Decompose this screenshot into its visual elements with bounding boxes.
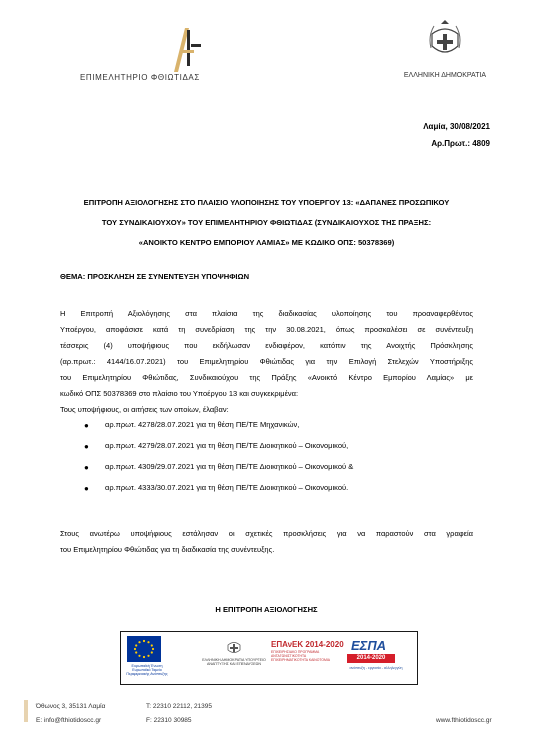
espa-logo: [343, 638, 409, 678]
list-item-text: αρ.πρωτ. 4278/28.07.2021 για τη θέση ΠΕ/ΤΕ Μηχανικών,: [105, 420, 300, 429]
bullet-icon: ●: [84, 463, 89, 472]
espa-title: ΕΣΠΑ: [351, 638, 387, 653]
heading-line: ΕΠΙΤΡΟΠΗ ΑΞΙΟΛΟΓΗΣΗΣ ΣΤΟ ΠΛΑΙΣΙΟ ΥΛΟΠΟΙΗΣΗΣ ΤΟΥ ΥΠΟΕΡΓΟΥ 13: «ΔΑΠΑΝΕΣ ΠΡΟΣΩΠΙΚΟΥ: [83, 198, 450, 207]
epanek-subtitle: ΕΠΙΧΕΙΡΗΣΙΑΚΟ ΠΡΟΓΡΑΜΜΑ ΑΝΤΑΓΩΝΙΣΤΙΚΟΤΗΤΑ ΕΠΙΧΕΙΡΗΜΑΤΙΚΟΤΗΤΑ ΚΑΙΝΟΤΟΜΙΑ: [271, 650, 331, 662]
ministry-caption: ΕΛΛΗΝΙΚΗ ΔΗΜΟΚΡΑΤΙΑ ΥΠΟΥΡΓΕΙΟ ΑΝΑΠΤΥΞΗΣ ΚΑΙ ΕΠΕΝΔΥΣΕΩΝ: [202, 658, 266, 667]
footer-divider: [24, 700, 28, 722]
ministry-logo: [199, 638, 269, 678]
list-item-text: αρ.πρωτ. 4309/29.07.2021 για τη θέση ΠΕ/ΤΕ Διοικητικού – Οικονομικού &: [105, 462, 354, 471]
paragraph-line: του Επιμελητηρίου Φθιώτιδας για τη διαδικασία της συνέντευξης.: [60, 545, 275, 554]
paragraph-line: Υποέργου, αποφάσισε κατά τη συνεδρίαση της την 30.08.2021, όπως προσκαλέσει σε συνέντευξη: [60, 325, 473, 334]
bullet-icon: ●: [84, 421, 89, 430]
epanek-logo: [271, 640, 344, 676]
funding-logos-strip: [120, 631, 418, 685]
candidates-intro: Τους υποψήφιους, οι αιτήσεις των οποίων, έλαβαν:: [60, 405, 229, 414]
paragraph-line: του Επιμελητηρίου Φθιώτιδας, Συνδικαιούχου της Πράξης «Ανοικτό Κέντρο Εμπορίου Λαμίας» με: [60, 373, 473, 382]
paragraph-line: (αρ.πρωτ.: 4144/16.07.2021) του Επιμελητηρίου Φθιώτιδας για την Επιλογή Στελεχών Υποστήριξης: [60, 357, 473, 366]
chamber-logo: [80, 24, 200, 86]
chamber-name: ΕΠΙΜΕΛΗΤΗΡΙΟ ΦΘΙΩΤΙΔΑΣ: [80, 73, 200, 82]
footer-email[interactable]: E: info@fthiotidoscc.gr: [36, 717, 102, 724]
epanek-title: ΕΠΑνΕΚ 2014-2020: [271, 640, 344, 649]
heading-line: ΤΟΥ ΣΥΝΔΙΚΑΙΟΥΧΟΥ» ΤΟΥ ΕΠΙΜΕΛΗΤΗΡΙΟΥ ΦΘΙΩΤΙΔΑΣ (ΣΥΝΔΙΚΑΙΟΥΧΟΣ ΤΗΣ ΠΡΑΞΗΣ:: [101, 218, 432, 227]
bullet-icon: ●: [84, 442, 89, 451]
document-heading: [60, 193, 473, 253]
list-item-text: αρ.πρωτ. 4279/28.07.2021 για τη θέση ΠΕ/ΤΕ Διοικητικού – Οικονομικού,: [105, 441, 349, 450]
document-subject: ΘΕΜΑ: ΠΡΟΣΚΛΗΣΗ ΣΕ ΣΥΝΕΝΤΕΥΞΗ ΥΠΟΨΗΦΙΩΝ: [60, 272, 250, 281]
committee-signature: Η ΕΠΙΤΡΟΠΗ ΑΞΙΟΛΟΓΗΣΗΣ: [215, 605, 318, 614]
espa-years: 2014-2020: [347, 654, 395, 663]
paragraph-line: τέσσερις (4) υποψήφιους που εκδήλωσαν ενδιαφέρον, κατόπιν της Ανοιχτής Πρόσκλησης: [60, 341, 473, 350]
hellenic-republic-logo: [390, 18, 500, 80]
footer-phone: T: 22310 22112, 21395: [146, 703, 213, 710]
coat-of-arms-icon: [428, 18, 462, 60]
protocol-number: Αρ.Πρωτ.: 4809: [431, 139, 490, 148]
espa-slogan: ανάπτυξη - εργασία - αλληλεγγύη: [349, 666, 403, 670]
heading-line: «ΑΝΟΙΚΤΟ ΚΕΝΤΡΟ ΕΜΠΟΡΙΟΥ ΛΑΜΙΑΣ» ΜΕ ΚΩΔΙΚΟ ΟΠΣ: 50378369): [138, 238, 395, 247]
republic-name: ΕΛΛΗΝΙΚΗ ΔΗΜΟΚΡΑΤΙΑ: [403, 72, 487, 79]
ministry-emblem-icon: [226, 638, 242, 656]
paragraph-notice: [60, 526, 473, 558]
list-item-text: αρ.πρωτ. 4333/30.07.2021 για τη θέση ΠΕ/ΤΕ Διοικητικού – Οικονομικού.: [105, 483, 349, 492]
paragraph-line: Στους ανωτέρω υποψήφιους εστάλησαν οι σχετικές προσκλήσεις για να παραστούν στα γραφεία: [60, 529, 473, 538]
document-date: Λαμία, 30/08/2021: [423, 122, 490, 131]
paragraph-line: Η Επιτροπή Αξιολόγησης στα πλαίσια της διαδικασίας υλοποίησης του προαναφερθέντος: [60, 309, 473, 318]
footer-website[interactable]: www.fthiotidoscc.gr: [436, 717, 492, 724]
eu-stars-icon: [127, 636, 161, 662]
eu-flag-icon: [127, 636, 161, 662]
eu-caption: Ευρωπαϊκή Ένωση Ευρωπαϊκό Ταμείο Περιφερειακής Ανάπτυξης: [126, 664, 168, 677]
footer-fax: F: 22310 30985: [146, 717, 192, 724]
footer-address: Όθωνος 3, 35131 Λαμία: [36, 703, 106, 710]
paragraph-invitation: [60, 306, 473, 418]
paragraph-line: κωδικό ΟΠΣ 50378369 στο πλαίσιο του Υποέργου 13 και συγκεκριμένα:: [60, 389, 299, 398]
bullet-icon: ●: [84, 484, 89, 493]
chamber-emblem-icon: [168, 24, 204, 74]
